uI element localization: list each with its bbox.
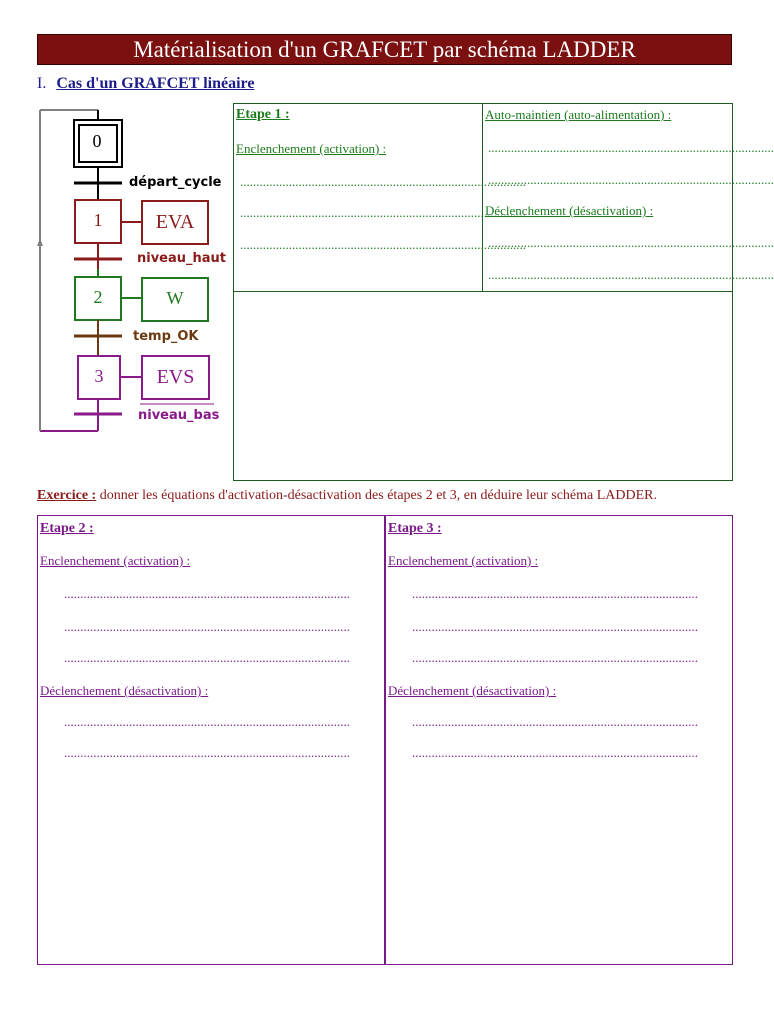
transition-niveau-haut: niveau_haut [137, 251, 227, 266]
etape2-deactivation-line-2: ........................................................................................ [64, 745, 350, 760]
action-w-label: W [166, 288, 184, 308]
etape1-activation-line-2: ........................................................................................ [240, 205, 526, 220]
page-title: Matérialisation d'un GRAFCET par schéma LADDER [37, 34, 732, 65]
etape2-heading: Etape 2 : [40, 521, 94, 536]
section-title: Cas d'un GRAFCET linéaire [56, 75, 255, 92]
etape1-activation-label: Enclenchement (activation) : [236, 141, 387, 156]
etape1-left-cell [233, 103, 526, 292]
etape2-deactivation-line-1: ........................................................................................ [64, 714, 350, 729]
etape1-heading: Etape 1 : [236, 107, 290, 122]
step-0-number: 0 [92, 131, 102, 151]
etape2-deactivation-label: Déclenchement (désactivation) : [40, 683, 209, 698]
etape1-self-hold-label: Auto-maintien (auto-alimentation) : [485, 107, 672, 122]
action-eva-label: EVA [155, 211, 195, 233]
action-evs-label: EVS [156, 366, 195, 388]
etape3-activation-line-2: ........................................................................................ [412, 619, 698, 634]
section-heading [37, 75, 254, 93]
step-3-number: 3 [94, 366, 104, 386]
etape2-activation-line-1: ........................................................................................ [64, 586, 350, 601]
etape1-activation-line-1: ........................................................................................ [240, 174, 526, 189]
etape1-activation-line-3: ........................................................................................ [240, 237, 526, 252]
transition-temp-ok: temp_OK [133, 329, 199, 344]
etape3-deactivation-label: Déclenchement (désactivation) : [388, 683, 557, 698]
section-number: I. [37, 75, 47, 92]
exercise-text: donner les équations d'activation-désactivation des étapes 2 et 3, en déduire leur schéma LADDER. [96, 488, 658, 503]
etape3-activation-line-1: ........................................................................................ [412, 586, 698, 601]
step-1-number: 1 [93, 210, 103, 230]
etape2-activation-line-2: ........................................................................................ [64, 619, 350, 634]
etape2-3-divider [384, 515, 386, 965]
etape1-deactivation-line-1: ........................................................................................ [488, 235, 774, 250]
etape2-activation-line-3: ........................................................................................ [64, 650, 350, 665]
etape3-deactivation-line-2: ........................................................................................ [412, 745, 698, 760]
exercise-label: Exercice : [37, 488, 97, 503]
etape1-right-cell [483, 103, 774, 292]
etape3-heading: Etape 3 : [388, 521, 442, 536]
step-2-number: 2 [93, 287, 103, 307]
etape2-activation-label: Enclenchement (activation) : [40, 553, 191, 568]
etape3-deactivation-line-1: ........................................................................................ [412, 714, 698, 729]
etape1-deactivation-label: Déclenchement (désactivation) : [485, 203, 654, 218]
transition-niveau-bas: niveau_bas [138, 408, 220, 423]
etape1-self-hold-line-1: ........................................................................................ [488, 140, 774, 155]
etape1-deactivation-line-2: ........................................................................................ [488, 267, 774, 282]
transition-depart-cycle: départ_cycle [129, 175, 222, 190]
etape3-activation-label: Enclenchement (activation) : [388, 553, 539, 568]
etape3-activation-line-3: ........................................................................................ [412, 650, 698, 665]
exercise-instruction [37, 488, 657, 504]
etape1-self-hold-line-2: ........................................................................................ [488, 172, 774, 187]
